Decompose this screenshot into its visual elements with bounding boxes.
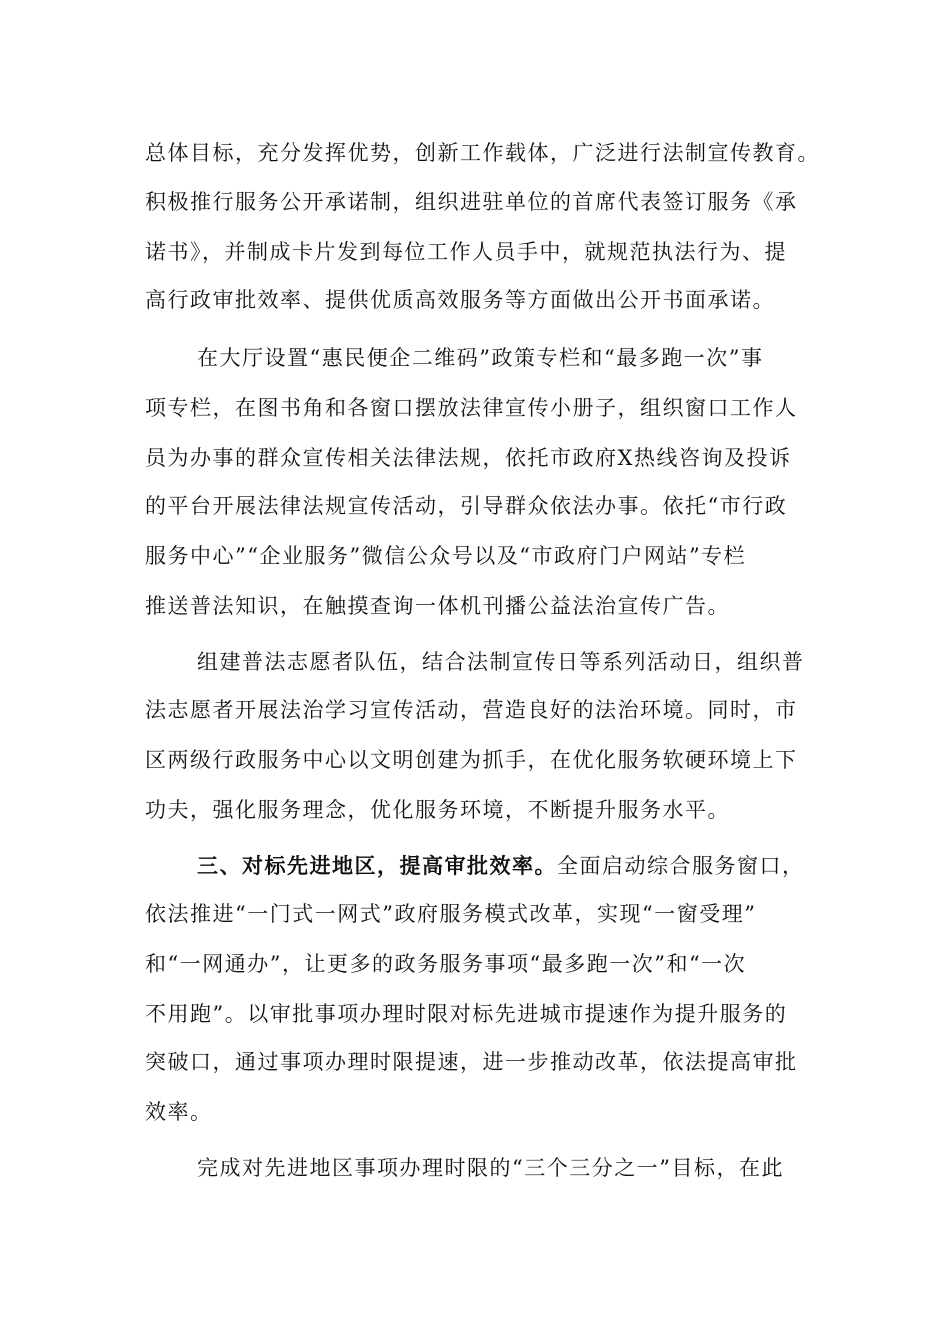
text-line: 推送普法知识，在触摸查询一体机刊播公益法治宣传广告。	[145, 594, 730, 618]
text-line: 高行政审批效率、提供优质高效服务等方面做出公开书面承诺。	[145, 288, 775, 312]
text-line: 服务中心”“企业服务”微信公众号以及“市政府门户网站”专栏	[145, 544, 747, 568]
section-heading: 三、对标先进地区，提高审批效率。	[197, 853, 557, 878]
heading-line-continuation: 全面启动综合服务窗口，	[557, 854, 805, 878]
text-line: 诺书》，并制成卡片发到每位工作人员手中，就规范执法行为、提	[145, 240, 787, 264]
text-line: 不用跑”。以审批事项办理时限对标先进城市提速作为提升服务的	[145, 1002, 788, 1026]
text-line: 区两级行政服务中心以文明创建为抓手，在优化服务软硬环境上下	[145, 748, 798, 772]
text-line: 突破口，通过事项办理时限提速，进一步推动改革，依法提高审批	[145, 1050, 798, 1074]
text-line: 员为办事的群众宣传相关法律法规，依托市政府X热线咨询及投诉	[145, 446, 792, 470]
paragraph-start-line: 组建普法志愿者队伍，结合法制宣传日等系列活动日，组织普	[197, 650, 805, 674]
text-line: 和“一网通办”，让更多的政务服务事项“最多跑一次”和“一次	[145, 952, 747, 976]
paragraph-start-line: 完成对先进地区事项办理时限的“三个三分之一”目标，在此	[197, 1156, 784, 1180]
text-line: 的平台开展法律法规宣传活动，引导群众依法办事。依托“市行政	[145, 494, 788, 518]
text-line: 依法推进“一门式一网式”政府服务模式改革，实现“一窗受理”	[145, 902, 757, 926]
text-line: 法志愿者开展法治学习宣传活动，营造良好的法治环境。同时，市	[145, 698, 798, 722]
text-line: 总体目标，充分发挥优势，创新工作载体，广泛进行法制宣传教育。	[145, 141, 820, 165]
text-line: 效率。	[145, 1100, 213, 1124]
text-line: 功夫，强化服务理念，优化服务环境，不断提升服务水平。	[145, 798, 730, 822]
text-line: 项专栏，在图书角和各窗口摆放法律宣传小册子，组织窗口工作人	[145, 396, 798, 420]
text-line: 积极推行服务公开承诺制，组织进驻单位的首席代表签订服务《承	[145, 190, 798, 214]
section-heading-line	[197, 846, 845, 886]
paragraph-start-line: 在大厅设置“惠民便企二维码”政策专栏和“最多跑一次”事	[197, 346, 764, 370]
